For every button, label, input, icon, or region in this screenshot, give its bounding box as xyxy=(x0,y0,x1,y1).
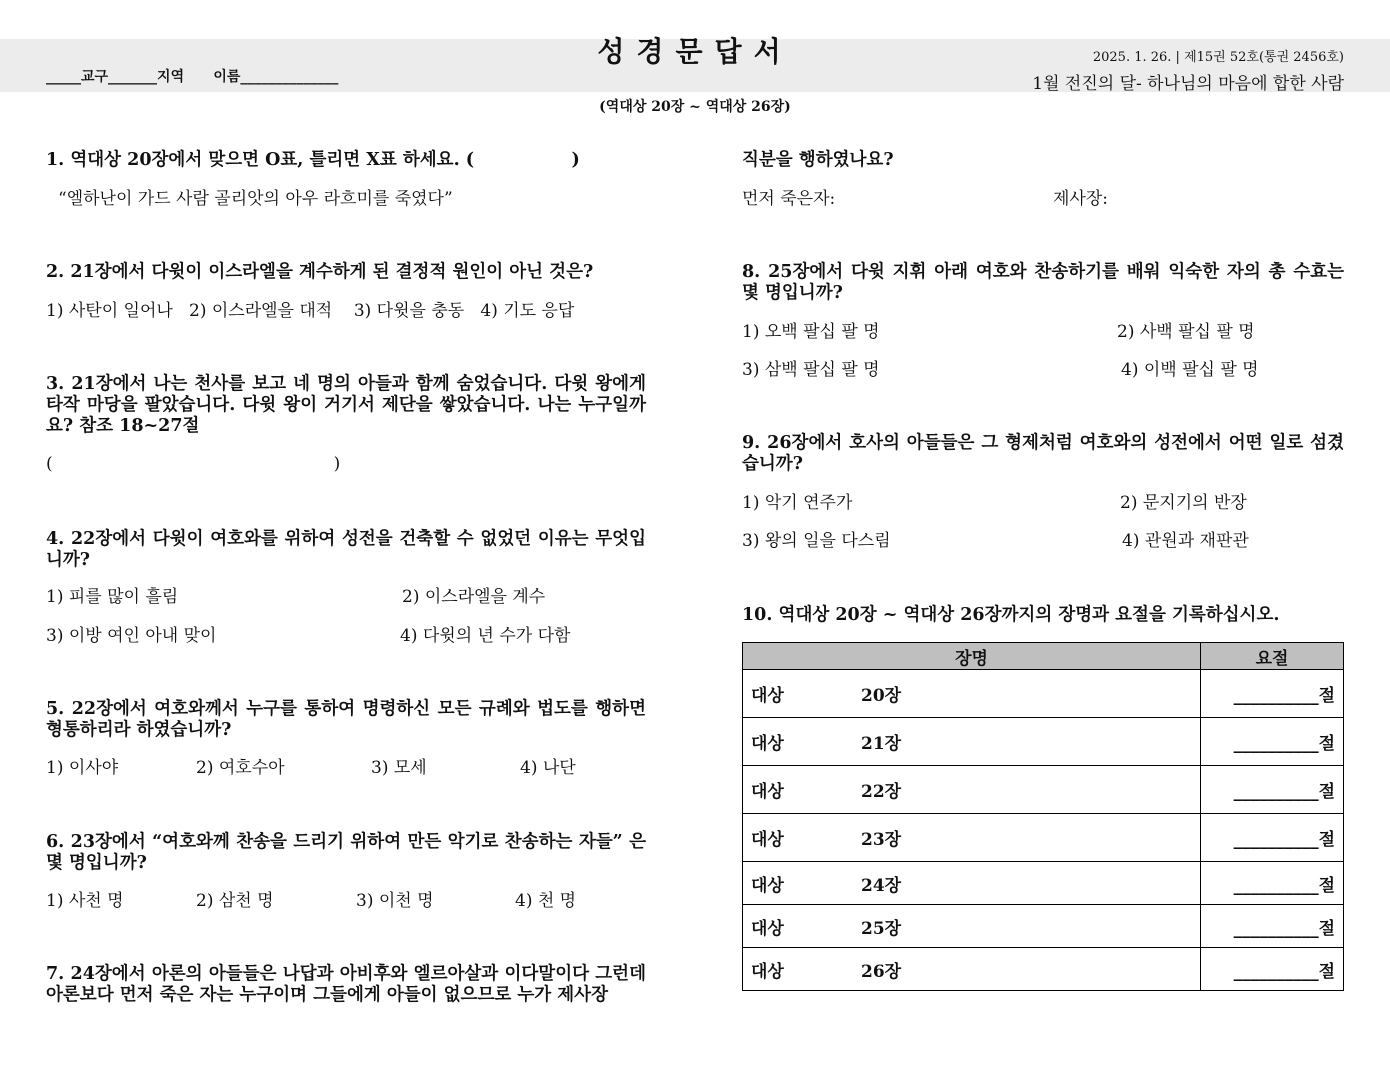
question-4-option-1: 1) 피를 많이 흘림 xyxy=(46,587,179,607)
question-4-option-4: 4) 다윗의 년 수가 다함 xyxy=(400,626,571,646)
question-1-quote: “엘하난이 가드 사람 골리앗의 아우 라흐미를 죽였다” xyxy=(58,189,453,209)
question-9-option-1: 1) 악기 연주가 xyxy=(742,493,853,513)
question-9-option-3: 3) 왕의 일을 다스림 xyxy=(742,531,891,551)
row-verse-blank[interactable]: __________절 xyxy=(1201,670,1344,718)
question-8: 8. 25장에서 다윗 지휘 아래 여호와 찬송하기를 배워 익숙한 자의 총 수효는 몇 명입니까? xyxy=(742,262,1344,303)
question-5-option-4: 4) 나단 xyxy=(520,758,576,778)
row-chapter: 25장 xyxy=(861,918,902,939)
row-verse-blank[interactable]: __________절 xyxy=(1201,814,1344,862)
question-6-option-2: 2) 삼천 명 xyxy=(196,891,274,911)
table-row xyxy=(743,814,1344,862)
question-5: 5. 22장에서 여호와께서 누구를 통하여 명령하신 모든 규례와 법도를 행하면 형통하리라 하였습니까? xyxy=(46,699,646,740)
row-book: 대상 xyxy=(751,782,784,802)
question-7: 7. 24장에서 아론의 아들들은 나답과 아비후와 엘르아살과 이다말이다 그런데 아론보다 먼저 죽은 자는 누구이며 그들에게 아들이 없으므로 누가 제사장 xyxy=(46,964,646,1005)
question-2-options: 1) 사탄이 일어나 2) 이스라엘을 대적 3) 다윗을 충동 4) 기도 응답 xyxy=(46,301,575,321)
question-10: 10. 역대상 20장 ~ 역대상 26장까지의 장명과 요절을 기록하십시오. xyxy=(742,605,1280,625)
row-verse-blank[interactable]: __________절 xyxy=(1201,905,1344,948)
column-header-key-verse: 요절 xyxy=(1201,643,1344,670)
row-chapter: 21장 xyxy=(861,734,902,754)
issue-info: 2025. 1. 26. | 제15권 52호(통권 2456호) xyxy=(1092,50,1344,65)
question-6-option-4: 4) 천 명 xyxy=(515,891,577,911)
first-dead-label: 먼저 죽은자: xyxy=(742,189,836,209)
row-book: 대상 xyxy=(751,875,784,896)
question-3-blank: ( ) xyxy=(46,454,341,474)
question-4: 4. 22장에서 다윗이 여호와를 위하여 성전을 건축할 수 없었던 이유는 무엇입니까? xyxy=(46,529,646,570)
row-book: 대상 xyxy=(751,918,784,939)
page-title: 성경문답서 xyxy=(597,35,793,68)
table-row xyxy=(743,905,1344,948)
table-row xyxy=(743,670,1344,718)
row-verse-blank[interactable]: __________절 xyxy=(1201,862,1344,905)
question-9-option-4: 4) 관원과 재판관 xyxy=(1122,531,1249,551)
row-verse-blank[interactable]: __________절 xyxy=(1201,948,1344,991)
row-book: 대상 xyxy=(751,961,784,982)
row-chapter: 22장 xyxy=(861,782,902,802)
row-book: 대상 xyxy=(751,830,784,850)
question-1: 1. 역대상 20장에서 맞으면 O표, 틀리면 X표 하세요. ( ) xyxy=(46,150,580,170)
question-5-option-1: 1) 이사야 xyxy=(46,758,119,778)
question-6-option-1: 1) 사천 명 xyxy=(46,891,124,911)
priest-label: 제사장: xyxy=(1053,189,1108,209)
row-chapter: 24장 xyxy=(861,875,902,896)
row-chapter: 20장 xyxy=(861,686,902,706)
name-line: _____교구_______지역 이름______________ xyxy=(46,69,339,85)
table-row xyxy=(743,862,1344,905)
question-2: 2. 21장에서 다윗이 이스라엘을 계수하게 된 결정적 원인이 아닌 것은? xyxy=(46,262,594,282)
scripture-range: (역대상 20장 ~ 역대상 26장) xyxy=(599,99,791,115)
row-book: 대상 xyxy=(751,734,784,754)
column-header-chapter-name: 장명 xyxy=(743,643,1201,670)
row-verse-blank[interactable]: __________절 xyxy=(1201,766,1344,814)
question-8-option-4: 4) 이백 팔십 팔 명 xyxy=(1121,360,1259,380)
question-8-option-3: 3) 삼백 팔십 팔 명 xyxy=(742,360,880,380)
chapter-verse-table xyxy=(742,642,1344,991)
question-4-option-2: 2) 이스라엘을 계수 xyxy=(402,587,546,607)
question-9: 9. 26장에서 호사의 아들들은 그 형제처럼 여호와의 성전에서 어떤 일로 섬겼습니까? xyxy=(742,433,1344,474)
row-chapter: 23장 xyxy=(861,830,902,850)
question-8-option-2: 2) 사백 팔십 팔 명 xyxy=(1117,322,1255,342)
question-5-option-3: 3) 모세 xyxy=(371,758,427,778)
table-row xyxy=(743,718,1344,766)
table-row xyxy=(743,766,1344,814)
question-6-option-3: 3) 이천 명 xyxy=(356,891,434,911)
row-chapter: 26장 xyxy=(861,961,902,982)
question-6: 6. 23장에서 “여호와께 찬송을 드리기 위하여 만든 악기로 찬송하는 자들” 은 몇 명입니까? xyxy=(46,832,646,873)
question-3: 3. 21장에서 나는 천사를 보고 네 명의 아들과 함께 숨었습니다. 다윗 왕에게 타작 마당을 팔았습니다. 다윗 왕이 거기서 제단을 쌓았습니다. 나는 누구일까요? 참조 18~27절 xyxy=(46,374,646,436)
question-5-option-2: 2) 여호수아 xyxy=(196,758,285,778)
table-row xyxy=(743,948,1344,991)
monthly-theme: 1월 전진의 달- 하나님의 마음에 합한 사람 xyxy=(1032,74,1344,94)
question-7-continued: 직분을 행하였나요? xyxy=(742,150,894,170)
question-9-option-2: 2) 문지기의 반장 xyxy=(1120,493,1247,513)
question-4-option-3: 3) 이방 여인 아내 맞이 xyxy=(46,626,217,646)
row-book: 대상 xyxy=(751,686,784,706)
question-8-option-1: 1) 오백 팔십 팔 명 xyxy=(742,322,880,342)
row-verse-blank[interactable]: __________절 xyxy=(1201,718,1344,766)
